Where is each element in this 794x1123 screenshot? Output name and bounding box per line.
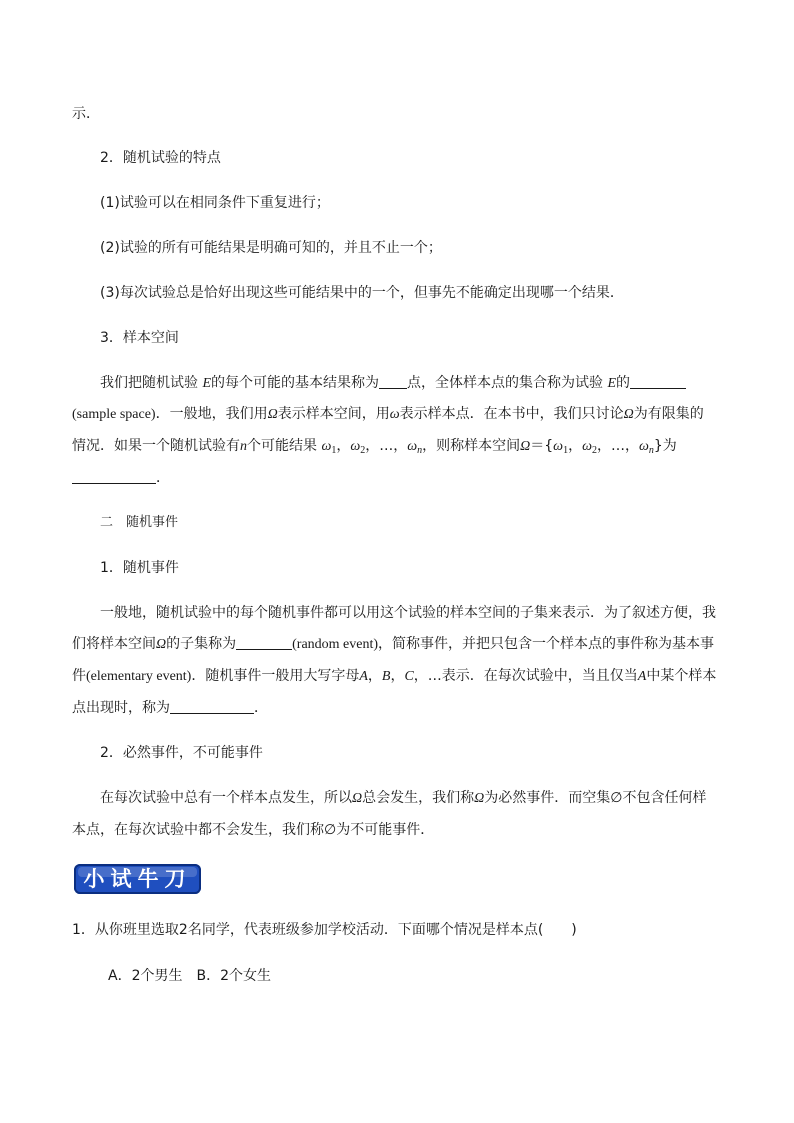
paragraph-line: (sample space)．一般地，我们用Ω表示样本空间，用ω表示样本点．在本书中，我们只讨论Ω为有限集的 (72, 406, 704, 422)
paragraph-line: 们将样本空间Ω的子集称为 (random event)，简称事件，并把只包含一个样本点的事件称为基本事 (72, 636, 715, 652)
subheading: 3．样本空间 (100, 330, 179, 346)
paragraph-line: 情况．如果一个随机试验有n个可能结果 $\omega_1$，$\omega_2$，…，$\omega_n$，则称样本空间$\Omega=\{\omega_1$，$\omega_2$，…，$\omega_n$}为 (72, 438, 677, 456)
list-item: (1)试验可以在相同条件下重复进行； (100, 195, 330, 211)
paragraph-line: 本点，在每次试验中都不会发生，我们称∅为不可能事件． (72, 822, 435, 838)
question: 1．从你班里选取2名同学，代表班级参加学校活动．下面哪个情况是样本点( ) (72, 922, 577, 938)
paragraph-line: 件(elementary event)．随机事件一般用大写字母A，B，C，…表示．在每次试验中，当且仅当A中某个样本 (72, 668, 717, 684)
paragraph-line: ． (72, 468, 170, 488)
paragraph-line: 一般地，随机试验中的每个随机事件都可以用这个试验的样本空间的子集来表示．为了叙述方便，我 (100, 605, 716, 621)
badge-label: 小试牛刀 (83, 867, 192, 891)
practice-badge (74, 864, 201, 894)
subheading: 2．随机试验的特点 (100, 150, 221, 166)
paragraph-line: 在每次试验中总有一个样本点发生，所以Ω总会发生，我们称Ω为必然事件．而空集∅不包含任何样 (100, 790, 707, 806)
question-options: A．2个男生 B．2个女生 (108, 968, 271, 984)
paragraph-line: 点出现时，称为 ． (72, 700, 268, 716)
section-title: 二 随机事件 (100, 515, 179, 530)
paragraph-line: 我们把随机试验 E的每个可能的基本结果称为 点，全体样本点的集合称为试验 E的 (100, 373, 686, 394)
subheading: 1．随机事件 (100, 560, 179, 576)
text-line: 示． (72, 106, 100, 122)
subheading: 2．必然事件，不可能事件 (100, 745, 263, 761)
list-item: (3)每次试验总是恰好出现这些可能结果中的一个，但事先不能确定出现哪一个结果． (100, 285, 624, 301)
list-item: (2)试验的所有可能结果是明确可知的，并且不止一个； (100, 240, 442, 256)
